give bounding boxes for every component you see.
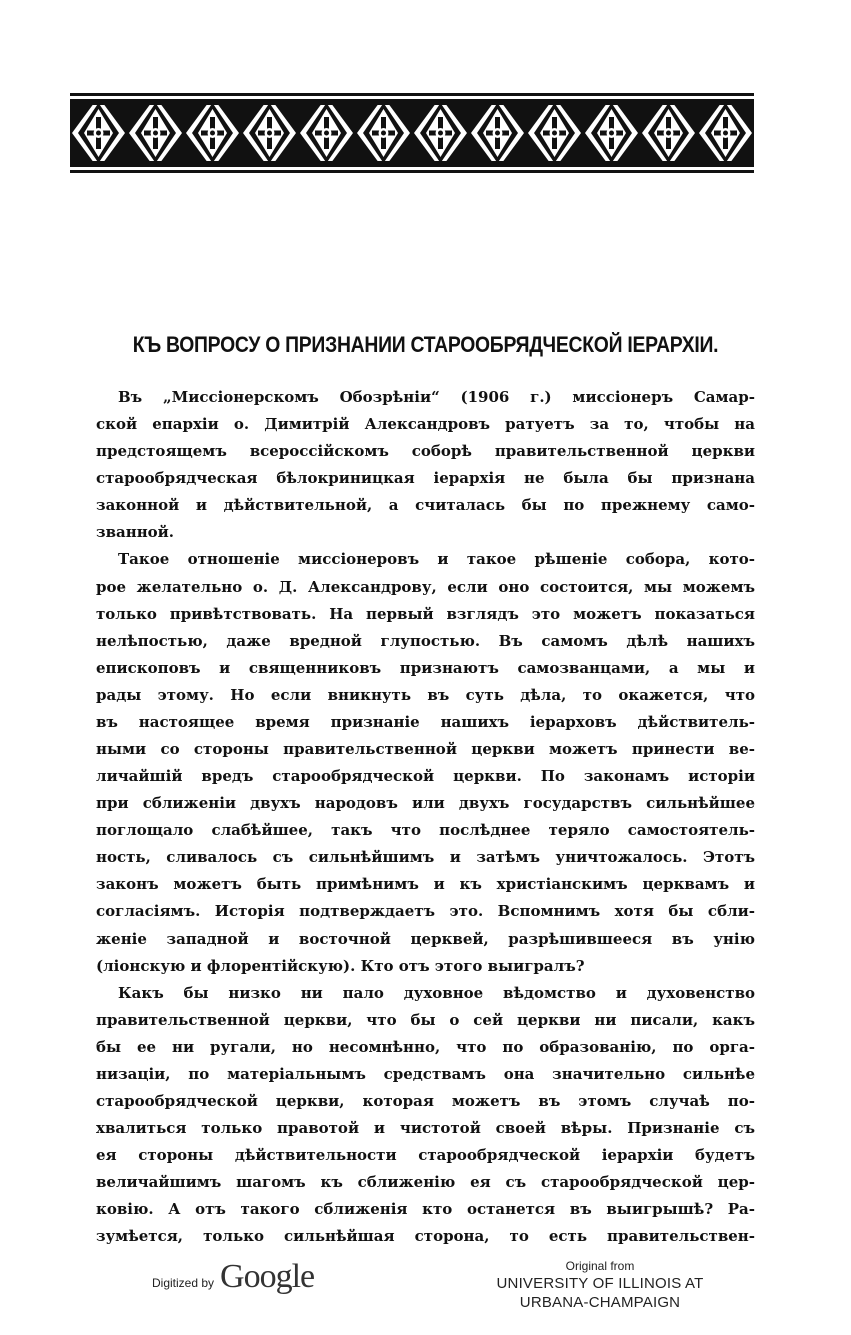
body-line: ской епархіи о. Димитрій Александровъ ратуетъ за то, чтобы на bbox=[96, 415, 755, 434]
body-line: предстоящемъ всероссійскомъ соборѣ правительственной церкви bbox=[96, 442, 755, 461]
digitized-by-google bbox=[152, 1258, 314, 1298]
body-line: бы ее ни ругали, но несомнѣнно, что по образованію, по орга- bbox=[96, 1037, 755, 1056]
decorative-header-ornament bbox=[70, 93, 754, 173]
article-title: КЪ ВОПРОСУ О ПРИЗНАНИИ СТАРООБРЯДЧЕСКОЙ ІЕРАРХІИ. bbox=[132, 332, 719, 357]
body-line: рады этому. Но если вникнуть въ суть дѣла, то окажется, что bbox=[96, 685, 755, 704]
body-line: зумѣется, только сильнѣйшая сторона, то есть правительствен- bbox=[96, 1227, 755, 1246]
body-line: старообрядческая бѣлокриницкая іерархія не была бы признана bbox=[96, 469, 755, 488]
body-line: поглощало слабѣйшее, такъ что послѣднее теряло самостоятель- bbox=[96, 821, 755, 840]
body-line: Какъ бы низко ни пало духовное вѣдомство и духовенство bbox=[118, 983, 755, 1002]
body-line: епископовъ и священниковъ признаютъ самозванцами, а мы и bbox=[96, 658, 755, 677]
body-line: законъ можетъ быть примѣнимъ и къ христіанскимъ церквамъ и bbox=[96, 875, 755, 894]
body-line: личайшій вредъ старообрядческой церкви. По законамъ исторіи bbox=[96, 767, 755, 786]
body-line: нелѣпостью, даже вредной глупостью. Въ самомъ дѣлѣ нашихъ bbox=[96, 631, 755, 650]
article-body bbox=[96, 384, 755, 1251]
institution-name-line2: URBANA-CHAMPAIGN bbox=[519, 1294, 681, 1311]
digitized-by-label: Digitized by bbox=[152, 1276, 215, 1290]
institution-name-line1: UNIVERSITY OF ILLINOIS AT bbox=[496, 1275, 704, 1292]
body-line: при сближеніи двухъ народовъ или двухъ государствъ сильнѣйшее bbox=[96, 794, 755, 813]
body-line: ея стороны дѣйствительности старообрядческой іерархіи будетъ bbox=[96, 1146, 755, 1165]
body-line: рое желательно о. Д. Александрову, если оно состоится, мы можемъ bbox=[96, 577, 755, 596]
body-line: Такое отношеніе миссіонеровъ и такое рѣшеніе собора, кото- bbox=[118, 550, 755, 569]
body-line: согласіямъ. Исторія подтверждаетъ это. Вспомнимъ хотя бы сбли- bbox=[96, 902, 755, 921]
body-line: правительственной церкви, что бы о сей церкви ни писали, какъ bbox=[96, 1010, 755, 1029]
google-logo: Google bbox=[220, 1258, 315, 1295]
body-line: женіе западной и восточной церквей, разрѣшившееся въ унію bbox=[96, 929, 755, 948]
body-line: только привѣтствовать. На первый взглядъ это можетъ показаться bbox=[96, 604, 755, 623]
body-line: званной. bbox=[96, 523, 175, 542]
original-source bbox=[470, 1258, 730, 1312]
body-line: въ настоящее время признаніе нашихъ іерарховъ дѣйствитель- bbox=[96, 712, 755, 731]
body-line: старообрядческой церкви, которая можетъ въ этомъ случаѣ по- bbox=[96, 1092, 755, 1111]
body-line: ковію. А отъ такого сближенія кто останется въ выигрышѣ? Ра- bbox=[96, 1200, 755, 1219]
body-line: низаціи, по матеріальнымъ средствамъ она значительно сильнѣе bbox=[96, 1064, 755, 1083]
body-line: величайшимъ шагомъ къ сближенію ея съ старообрядческой цер- bbox=[96, 1173, 755, 1192]
body-line: Въ „Миссіонерскомъ Обозрѣніи“ (1906 г.) миссіонеръ Самар- bbox=[118, 388, 755, 406]
body-line: законной и дѣйствительной, а считалась бы по прежнему само- bbox=[96, 496, 755, 515]
original-from-label: Original from bbox=[565, 1259, 635, 1273]
body-line: ность, сливалось съ сильнѣйшимъ и затѣмъ уничтожалось. Этотъ bbox=[96, 848, 755, 867]
body-line: ными со стороны правительственной церкви можетъ принести ве- bbox=[96, 740, 755, 759]
body-line: (ліонскую и флорентійскую). Кто отъ этого выигралъ? bbox=[96, 956, 585, 975]
body-line: хвалиться только правотой и чистотой своей вѣры. Признаніе съ bbox=[96, 1119, 755, 1138]
